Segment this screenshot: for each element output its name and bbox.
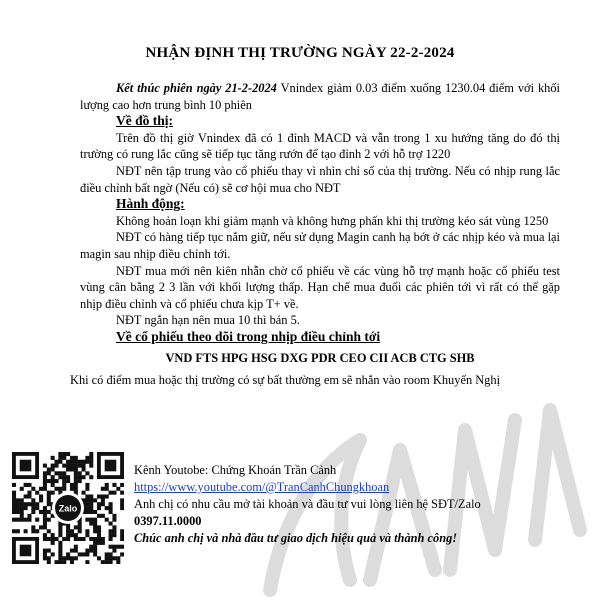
intro-lead: Kết thúc phiên ngày 21-2-2024 [116, 81, 277, 95]
youtube-channel-label: Kênh Youtobe: Chứng Khoán Trần Cảnh [134, 463, 337, 477]
intro-paragraph [80, 80, 560, 113]
section-heading-chart: Về đồ thị: [116, 113, 173, 129]
action-paragraph-3: NĐT mua mới nên kiên nhẫn chờ cổ phiếu về các vùng hỗ trợ mạnh hoặc cổ phiếu test vùng cân bằng 2 3 lần với khối lượng thấp. Hạn chế mua đuổi các phiên tới vì rất có thể gặp nhịp điều chỉnh và cổ phiếu chưa kịp T+ về. [80, 263, 560, 311]
chart-paragraph-2: NĐT nên tập trung vào cổ phiếu thay vì nhìn chỉ số của thị trường. Nếu có nhịp rung lắc điều chỉnh bất ngờ (Nếu có) sẽ cơ hội mua cho NĐT [80, 163, 560, 195]
section-heading-action: Hành động: [116, 196, 185, 212]
action-paragraph-1: Không hoản loạn khi giảm mạnh và không hưng phấn khi thị trường kéo sát vùng 1250 [116, 213, 549, 228]
contact-text: Anh chị có nhu cầu mở tài khoản và đầu tư vui lòng liên hệ SĐT/Zalo [134, 497, 481, 511]
zalo-logo-label: Zalo [58, 503, 78, 514]
section-heading-watchlist: Về cổ phiếu theo dõi trong nhịp điều chỉnh tới [116, 328, 381, 344]
youtube-link[interactable]: https://www.youtube.com/@TranCanhChungkhoan [134, 480, 390, 494]
watchlist-note: Khi có điểm mua hoặc thị trường có sự bất thường em sẽ nhắn vào room Khuyến Nghị [70, 373, 501, 388]
intro-text: Vnindex giảm 0.03 điểm xuống 1230.04 điểm với khối lượng cao hơn trung bình 10 phiên [80, 81, 560, 112]
zalo-qr-code[interactable] [12, 452, 124, 564]
chart-paragraph-1: Trên đồ thị giờ Vnindex đã có 1 đỉnh MACD và vẫn trong 1 xu hướng tăng do đó thị trường có rung lắc cũng sẽ tiếp tục tăng rướn để tạo đỉnh 2 với hỗ trợ 1220 [80, 130, 560, 162]
action-paragraph-4: NĐT ngắn hạn nên mua 10 thì bán 5. [116, 313, 300, 328]
contact-footer [12, 452, 592, 564]
watchlist-stocks: VND FTS HPG HSG DXG PDR CEO CII ACB CTG SHB [165, 350, 475, 365]
closing-message: Chúc anh chị và nhà đầu tư giao dịch hiệu quả và thành công! [134, 531, 458, 545]
contact-info [134, 462, 594, 547]
phone-number: 0397.11.0000 [134, 514, 202, 528]
page-title: NHẬN ĐỊNH THỊ TRƯỜNG NGÀY 22-2-2024 [145, 45, 455, 61]
action-paragraph-2: NĐT có hàng tiếp tục nắm giữ, nếu sử dụng Magin canh hạ bớt ở các nhịp kéo và mua lại magin sau nhịp điều chỉnh tới. [80, 230, 560, 261]
document-body [70, 80, 560, 389]
